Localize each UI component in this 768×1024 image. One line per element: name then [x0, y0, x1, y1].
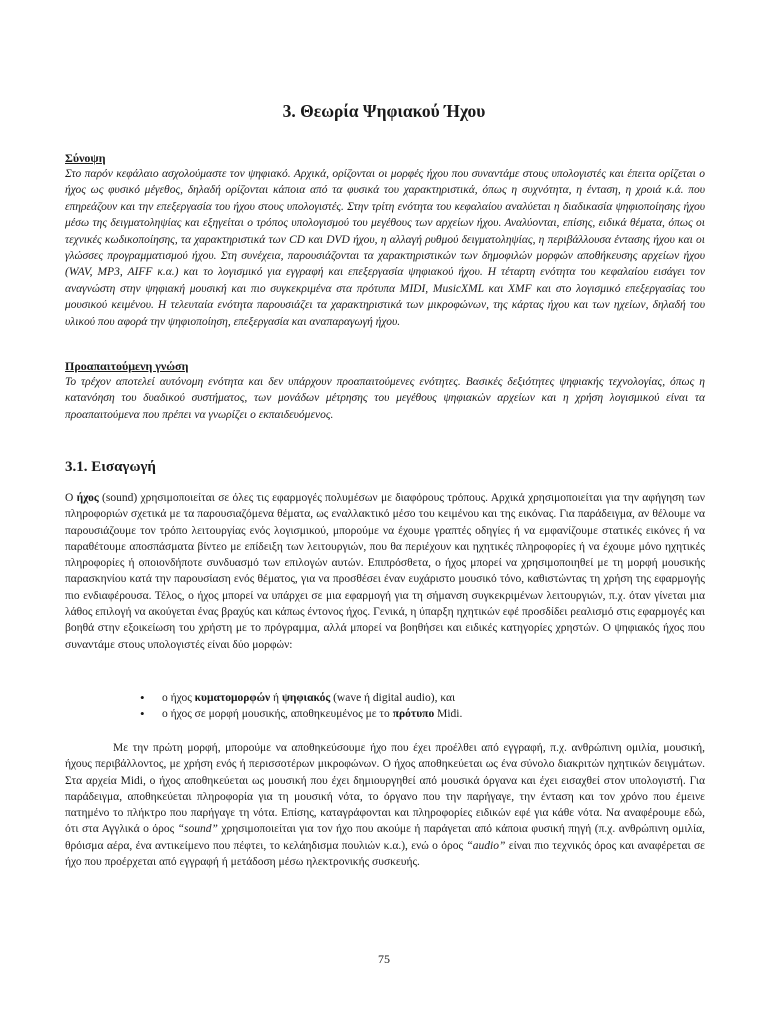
- chapter-title: 3. Θεωρία Ψηφιακού Ήχου: [282, 101, 486, 121]
- sound-forms-list: [140, 690, 462, 723]
- intro-paragraph-1-text: [65, 490, 705, 653]
- intro-paragraph-2: [65, 740, 705, 870]
- list-item: [140, 706, 462, 722]
- bullet1-tail: (wave ή digital audio), και: [330, 692, 456, 704]
- prerequisites-text: Το τρέχον αποτελεί αυτόνομη ενότητα και δεν υπάρχουν προαπαιτούμενες ενότητες. Βασικές δεξιότητες ψηφιακής τεχνολογίας, όπως η κατανόηση του δυαδικού συστήματος, των μονάδων μέτρησης του μεγέθους ψηφιακών αρχείων και η χρήση λογισμικού είναι τα προαπαιτούμενα που πρέπει να γνωρίζει ο εκπαιδευόμενος.: [65, 376, 705, 421]
- p2-part-a: Με την πρώτη μορφή, μπορούμε να αποθηκεύσουμε ήχο που έχει προέλθει από εγγραφή, π.χ. ανθρώπινη ομιλία, μουσική, ήχους περιβάλλοντος, με χρήση ενός ή περισσοτέρων μικροφώνων. Ο ήχος αποθηκεύεται ως ένα σύνολο διακριτών ηχητικών δειγμάτων. Στα αρχεία Midi, ο ήχος αποθηκεύεται ως μουσική που έχει δημιουργηθεί από μουσικά όργανα και έχει εισαχθεί στον υπολογιστή. Για παράδειγμα, αποθηκεύεται πληροφορία για τη μουσική νότα, το όργανο που την παρήγαγε, την ένταση και τον χρόνο που έμεινε πατημένο το πλήκτρο που παρήγαγε τη νότα. Επίσης, καταγράφονται και πληροφορίες ειδικών εφέ για κάθε νότα. Να αναφέρουμε εδώ, ότι στα Αγγλικά ο όρος: [65, 742, 705, 836]
- summary-label: Σύνοψη: [65, 151, 106, 165]
- p2-term-audio: “audio”: [466, 839, 506, 852]
- p2-part-c: είναι πιο τεχνικός όρος και αναφέρεται σε ήχο που προέρχεται από εγγραφή ή μετάδοση μέσω ηλεκτρονικής συσκευής.: [65, 839, 705, 869]
- intro-paragraph-1: [65, 490, 705, 653]
- intro-paragraph-2-text: [65, 740, 705, 870]
- p2-term-sound: “sound”: [177, 823, 218, 836]
- prerequisites-label: Προαπαιτούμενη γνώση: [65, 359, 189, 373]
- bullet2-lead: ο ήχος σε μορφή μουσικής, αποθηκευμένος με το: [162, 708, 393, 721]
- p1-term-sound: ήχος: [76, 492, 99, 504]
- page-number: 75: [378, 952, 390, 966]
- bullet1-term-waveform: κυματομορφών: [194, 692, 271, 704]
- section-heading: 3.1. Εισαγωγή: [65, 459, 156, 475]
- p1-lead: Ο: [65, 492, 77, 504]
- list-item: [140, 690, 462, 706]
- bullet2-tail: Midi.: [434, 708, 463, 721]
- bullet1-term-digital: ψηφιακός: [281, 692, 331, 704]
- bullet1-lead: ο ήχος: [162, 692, 195, 704]
- bullet1-mid: ή: [270, 692, 282, 704]
- p2-part-b: χρησιμοποιείται για τον ήχο που ακούμε ή παράγεται από κάποια φυσική πηγή (π.χ. ανθρώπινη ομιλία, θρόισμα αέρα, ένα αντικείμενο που πέφτει, το κελάηδισμα πουλιών κ.α.), ενώ ο όρος: [65, 823, 705, 852]
- prerequisites-block: [65, 358, 705, 423]
- summary-text: Στο παρόν κεφάλαιο ασχολούμαστε τον ψηφιακό. Αρχικά, ορίζονται οι μορφές ήχου που συναντάμε στους υπολογιστές και έπειτα ορίζεται ο ήχος ως φυσικό μέγεθος, δηλαδή ορίζονται κάποια από τα φυσικά του χαρακτηριστικά, όπως η συχνότητα, η ένταση, η χροιά κ.ά. που επηρεάζουν και την επεξεργασία του ήχου στους υπολογιστές. Στην τρίτη ενότητα του κεφαλαίου αναλύεται η διαδικασία ψηφιοποίησης ήχου μέσω της δειγματοληψίας και εξηγείται ο τρόπος υπολογισμού του μεγέθους των αρχείων ήχου. Αναλύονται, επίσης, ειδικά θέματα, όπως οι τεχνικές κωδικοποίησης, τα χαρακτηριστικά των CD και DVD ήχου, η αλλαγή ρυθμού δειγματοληψίας, η περιβάλλουσα έντασης ήχου και οι γλώσσες προγραμματισμού ήχου. Στη συνέχεια, παρουσιάζονται τα χαρακτηριστικών των δημοφιλών μορφών αποθήκευσης αρχείων ήχου (WAV, MP3, AIFF κ.α.) και το λογισμικό για εγγραφή και επεξεργασία ψηφιακού ήχου. Η τέταρτη ενότητα του κεφαλαίου εισάγει τον αναγνώστη στην ψηφιακή μουσική και πιο συγκεκριμένα στα πρότυπα MIDI, MusicXML και XMF και στο λογισμικό επεξεργασίας του μουσικού κειμένου. Η τελευταία ενότητα παρουσιάζει τα χαρακτηριστικά των μικροφώνων, της κάρτας ήχου και των ηχείων, δηλαδή του υλικού που αφορά την ψηφιοποίηση, επεξεργασία και αναπαραγωγή ήχου.: [65, 168, 705, 328]
- bullet2-term-standard: πρότυπο: [392, 708, 435, 721]
- summary-block: [65, 150, 705, 330]
- p1-body: (sound) χρησιμοποιείται σε όλες τις εφαρμογές πολυμέσων με διαφόρους τρόπους. Αρχικά χρησιμοποιείται για την αφήγηση των πληροφοριών σχετικά με τα παρουσιαζόμενα θέματα, ως εναλλακτικό μέσο του κειμένου και της εικόνας. Για παράδειγμα, αν θέλουμε να παρουσιάζουμε τον τρόπο λειτουργίας ενός λογισμικού, μπορούμε να έχουμε γραπτές οδηγίες ή να εμφανίζουμε στατικές εικόνες ή να παραθέτουμε αποσπάσματα βίντεο με επίδειξη των λειτουργιών, που θα περιέχουν και ηχητικές πληροφορίες ή να έχουμε μόνο ηχητικές πληροφορίες ή οποιονδήποτε συνδυασμό των επιλογών αυτών. Επιπρόσθετα, ο ήχος μπορεί να χρησιμοποιηθεί με τη μορφή μουσικής παρασκηνίου κατά την παρουσίαση ενός θέματος, για να προσθέσει έναν ευχάριστο μουσικό τόνο, καθιστώντας τη χρήση της εφαρμογής πιο ενδιαφέρουσα. Τέλος, ο ήχος μπορεί να υπάρχει σε μια εφαρμογή για τη σήμανση συγκεκριμένων λειτουργιών, π.χ. όταν γίνεται μια λάθος επιλογή να ακούγεται ένας βραχύς και κάπως έντονος ήχος. Γενικά, η ύπαρξη ηχητικών εφέ προσδίδει ρεαλισμό στις εφαρμογές και βοηθά στην εξοικείωση του χρήστη με το πρόγραμμα, αλλά μπορεί να βοηθήσει και ειδικές κατηγορίες χρηστών. Ο ψηφιακός ήχος που συναντάμε στους υπολογιστές είναι δύο μορφών:: [65, 492, 705, 651]
